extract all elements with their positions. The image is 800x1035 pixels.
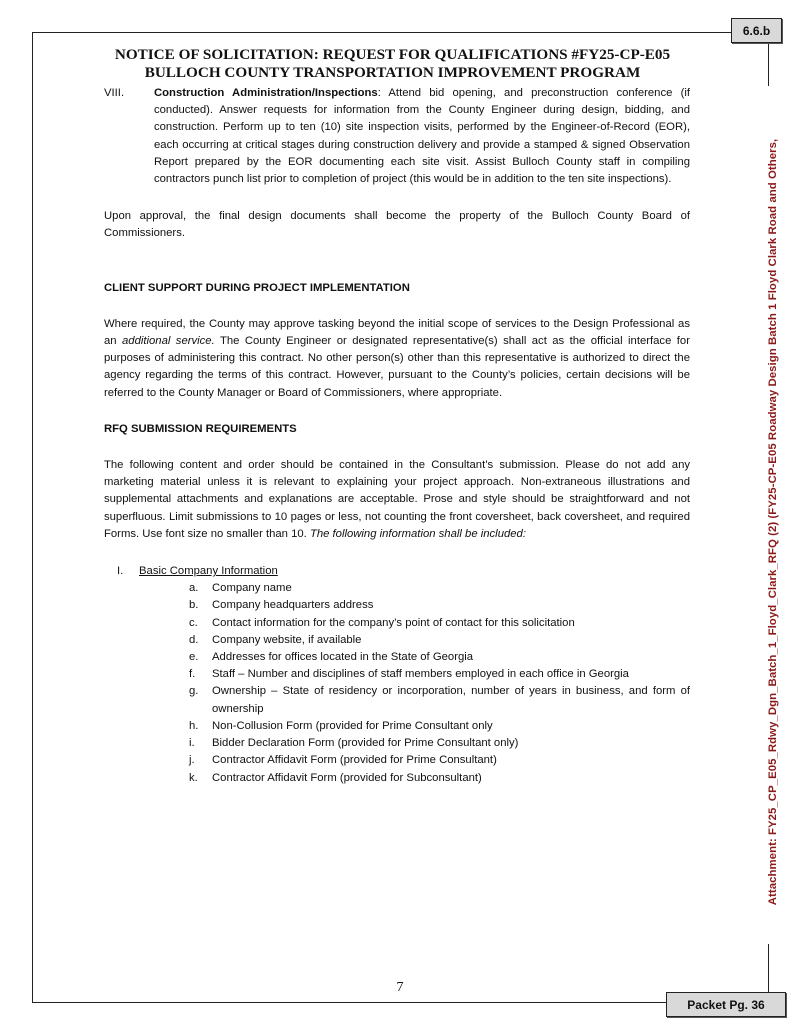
- list-item: [189, 615, 690, 632]
- section-i-title: Basic Company Information: [139, 565, 278, 578]
- list-item: [189, 770, 690, 787]
- page-frame-bottom-border: [32, 1002, 666, 1003]
- packet-page-tag: Packet Pg. 36: [666, 992, 786, 1017]
- approval-paragraph: Upon approval, the final design documents shall become the property of the Bulloch County Board of Commissioners.: [104, 210, 690, 240]
- client-support-paragraph: [104, 316, 690, 402]
- rfq-submission-text: The following content and order should be contained in the Consultant’s submission. Please do not add any marketing material unless it is relevant to explaining your project approach. Non-extraneous illustrations and supplemental attachments and explanations are acceptable. Prose and style should be straightforward and not superfluous. Limit submissions to 10 pages or less, not counting the front coversheet, back coversheet, and required Forms. Use font size no smaller than 10.: [104, 459, 690, 540]
- list-text: Addresses for offices located in the State of Georgia: [212, 651, 474, 664]
- list-item: [189, 580, 690, 597]
- list-item: [189, 683, 690, 717]
- client-support-heading: CLIENT SUPPORT DURING PROJECT IMPLEMENTATION: [104, 281, 410, 294]
- list-text: Company headquarters address: [212, 599, 374, 612]
- page-frame-left-border: [32, 32, 33, 1002]
- client-support-text-1: Where required, the County may approve tasking beyond the initial scope of services to the Design Professional as an: [104, 317, 690, 348]
- list-text: Staff – Number and disciplines of staff members employed in each office in Georgia: [212, 668, 629, 681]
- title-line-2: BULLOCH COUNTY TRANSPORTATION IMPROVEMENT PROGRAM: [144, 64, 641, 81]
- list-letter: k.: [189, 771, 198, 784]
- list-item: [189, 597, 690, 614]
- client-support-text-2: The County Engineer or designated representative(s) shall act as the official interface for purposes of administering this contract. No other person(s) other than this representative is authorized to direct the agency regarding the terms of this contract. However, pursuant to the County’s policies, certain decisions will be referred to the County Manager or Board of Commissioners, where appropriate.: [104, 335, 690, 399]
- document-body: [104, 85, 690, 787]
- rfq-submission-paragraph: [104, 457, 690, 543]
- document-title: [60, 46, 725, 82]
- client-support-italic: additional service.: [122, 335, 215, 348]
- section-i-numeral: I.: [117, 565, 124, 578]
- list-letter: c.: [189, 616, 198, 629]
- list-text: Company name: [212, 582, 292, 595]
- section-i: [104, 563, 690, 787]
- list-letter: g.: [189, 685, 199, 698]
- list-item: [189, 718, 690, 735]
- list-item: [189, 632, 690, 649]
- item-viii-numeral: VIII.: [104, 87, 125, 99]
- list-item: [189, 752, 690, 769]
- item-viii-text: : Attend bid opening, and preconstruction conference (if conducted). Answer requests for information from the County Engineer during design, bidding, and construction. Perform up to ten (10) site inspection visits, performed by the Engineer-of-Record (EOR), each occurring at critical stages during construction delivery and provide a stamped & signed Observation Report prepared by the EOR documenting each site visit. Assist Bulloch County staff in compiling contractors punch list prior to completion of project (this would be in addition to the ten site inspections).: [154, 87, 690, 186]
- section-i-list: [139, 580, 690, 786]
- list-letter: e.: [189, 651, 199, 664]
- section-tag: 6.6.b: [731, 18, 782, 43]
- list-text: Contact information for the company’s point of contact for this solicitation: [212, 616, 575, 629]
- title-line-1: NOTICE OF SOLICITATION: REQUEST FOR QUALIFICATIONS #FY25-CP-E05: [114, 46, 671, 63]
- list-text: Bidder Declaration Form (provided for Prime Consultant only): [212, 737, 519, 750]
- page-number: 7: [396, 980, 404, 995]
- attachment-sidebar: [764, 90, 782, 954]
- list-text: Ownership – State of residency or incorporation, number of years in business, and form of ownership: [212, 685, 690, 715]
- list-text: Contractor Affidavit Form (provided for Prime Consultant): [212, 754, 497, 767]
- rfq-submission-italic: The following information shall be included:: [309, 527, 526, 540]
- list-letter: a.: [189, 582, 199, 595]
- list-item: [189, 666, 690, 683]
- item-viii: [104, 85, 690, 188]
- list-letter: f.: [189, 668, 196, 681]
- list-text: Non-Collusion Form (provided for Prime Consultant only: [212, 719, 493, 732]
- list-item: [189, 735, 690, 752]
- list-letter: h.: [189, 719, 199, 732]
- list-letter: j.: [189, 754, 195, 767]
- list-letter: d.: [189, 633, 199, 646]
- list-item: [189, 649, 690, 666]
- attachment-label: Attachment: FY25_CP_E05_Rdwy_Dgn_Batch_1_Floyd_Clark_RFQ (2) (FY25-CP-E05 Roadway Design Batch 1 Floyd Clark Road and Others,: [767, 138, 779, 906]
- page-frame-top-border: [32, 32, 731, 33]
- list-text: Contractor Affidavit Form (provided for Subconsultant): [212, 771, 482, 784]
- rfq-submission-heading: RFQ SUBMISSION REQUIREMENTS: [104, 422, 297, 435]
- list-letter: b.: [189, 599, 199, 612]
- list-text: Company website, if available: [212, 633, 362, 646]
- sidebar-rule-top: [768, 42, 769, 86]
- list-letter: i.: [189, 737, 195, 750]
- item-viii-label: Construction Administration/Inspections: [154, 87, 378, 99]
